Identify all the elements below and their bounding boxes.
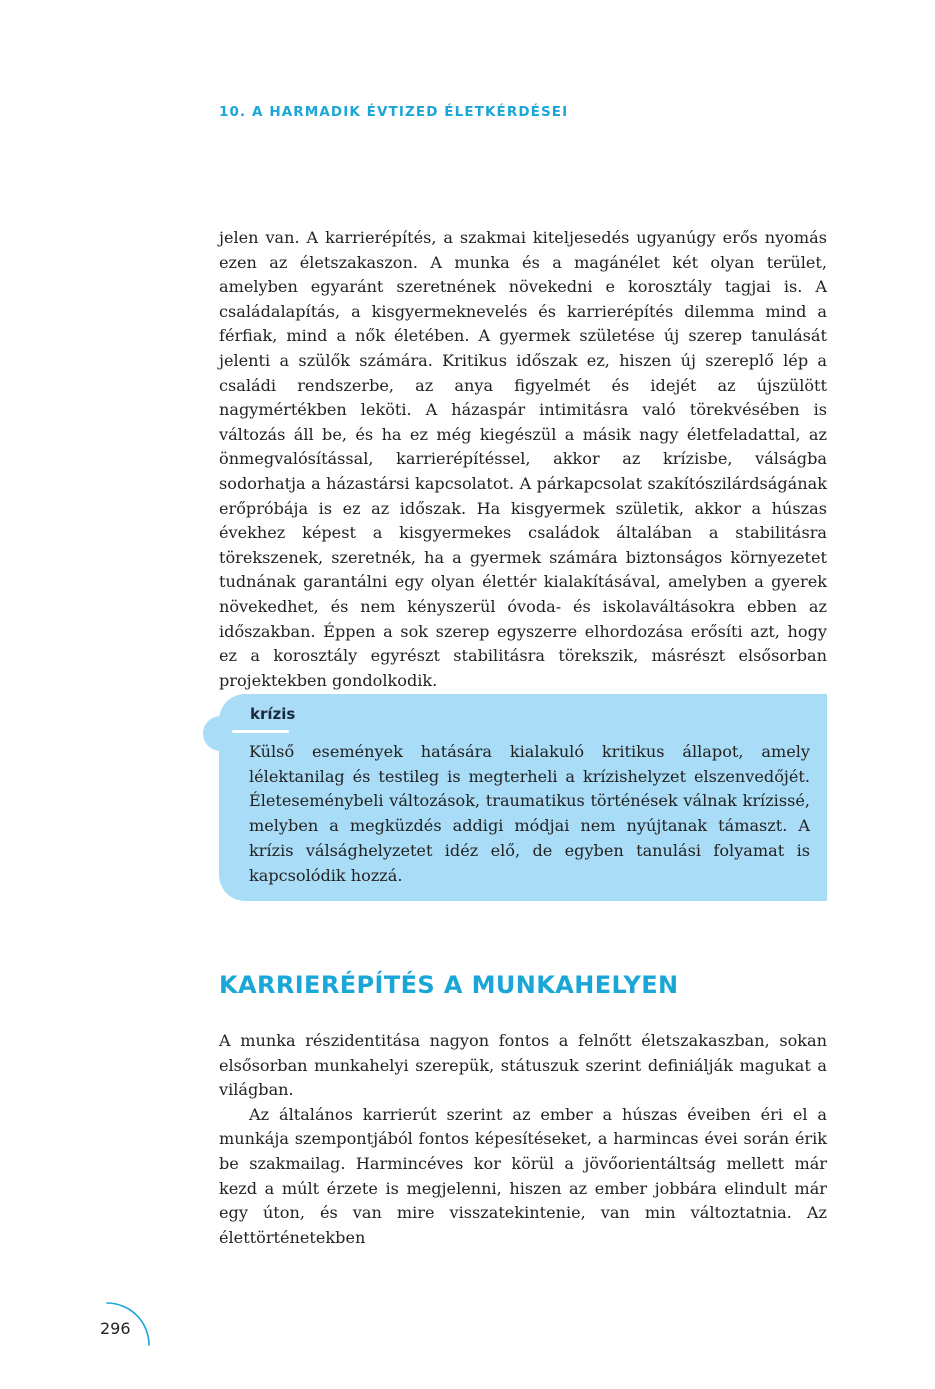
section-paragraph-1: A munka részidentitása nagyon fontos a felnőtt életszakaszban, sokan elsősorban munkahelyi szerepük, státuszuk szerint definiálják magukat a világban. [219,1031,827,1100]
page-number: 296 [100,1319,131,1338]
definition-text: Külső események hatására kialakuló kritikus állapot, amely lélektanilag és testileg is megterheli a krízishelyzet elszenvedőjét. Életeseménybeli változások, traumatikus történések válnak krízissé, melyben a megküzdés addigi módjai nem nyújtanak támaszt. A krízis válsághelyzetet idéz elő, de egyben tanulási folyamat is kapcsolódik hozzá. [249,742,810,885]
section-body [219,1029,827,1250]
body-paragraph-text: jelen van. A karrierépítés, a szakmai kiteljesedés ugyanúgy erős nyomás ezen az életszakaszon. A munka és a magánélet két olyan terület, amelyben egyaránt szeretnének növekedni e korosztály tagjai is. A családalapítás, a kisgyermeknevelés és karrierépítés dilemma mind a férfiak, mind a nők életében. A gyermek születése új szerep tanulását jelenti a szülők számára. Kritikus időszak ez, hiszen új szereplő lép a családi rendszerbe, az anya figyelmét és idejét az újszülött nagymértékben leköti. A házaspár intimitásra való törekvésében is változás áll be, és ha ez még kiegészül a másik nagy életfeladattal, az önmegvalósítással, karrierépítéssel, akkor az krízisbe, válságba sodorhatja a házastársi kapcsolatot. A párkapcsolat szakítószilárdságának erőpróbája is ez az időszak. Ha kisgyermek születik, akkor a húszas évekhez képest a kisgyermekes családok általában a stabilitásra törekszenek, szeretnék, ha a gyermek számára biztonságos környezetet tudnának garantálni egy olyan élettér kialakításával, amelyben a gyerek növekedhet, és nem kényszerül óvoda- és iskolaváltásokra ebben az időszakban. Éppen a sok szerep egyszerre elhordozása erősíti azt, hogy ez a korosztály egyrészt stabilitásra törekszik, másrészt elsősorban projektekben gondolkodik. [219,228,827,690]
running-head-chapter-title: 10. A HARMADIK ÉVTIZED ÉLETKÉRDÉSEI [219,104,569,120]
section-heading: KARRIERÉPÍTÉS A MUNKAHELYEN [219,971,679,999]
body-paragraph [219,226,827,693]
definition-underline [232,730,289,733]
definition-term: krízis [250,705,296,723]
section-paragraph-2: Az általános karrierút szerint az ember a húszas éveiben éri el a munkája szempontjából fontos képesítéseket, a harmincas évei során érik be szakmailag. Harmincéves kor körül a jövőorientáltság mellett már kezd a múlt érzete is megjelenni, hiszen az ember jobbára elindult már egy úton, és van mire visszatekintenie, van min változtatnia. Az élettörténetekben [219,1104,827,1247]
